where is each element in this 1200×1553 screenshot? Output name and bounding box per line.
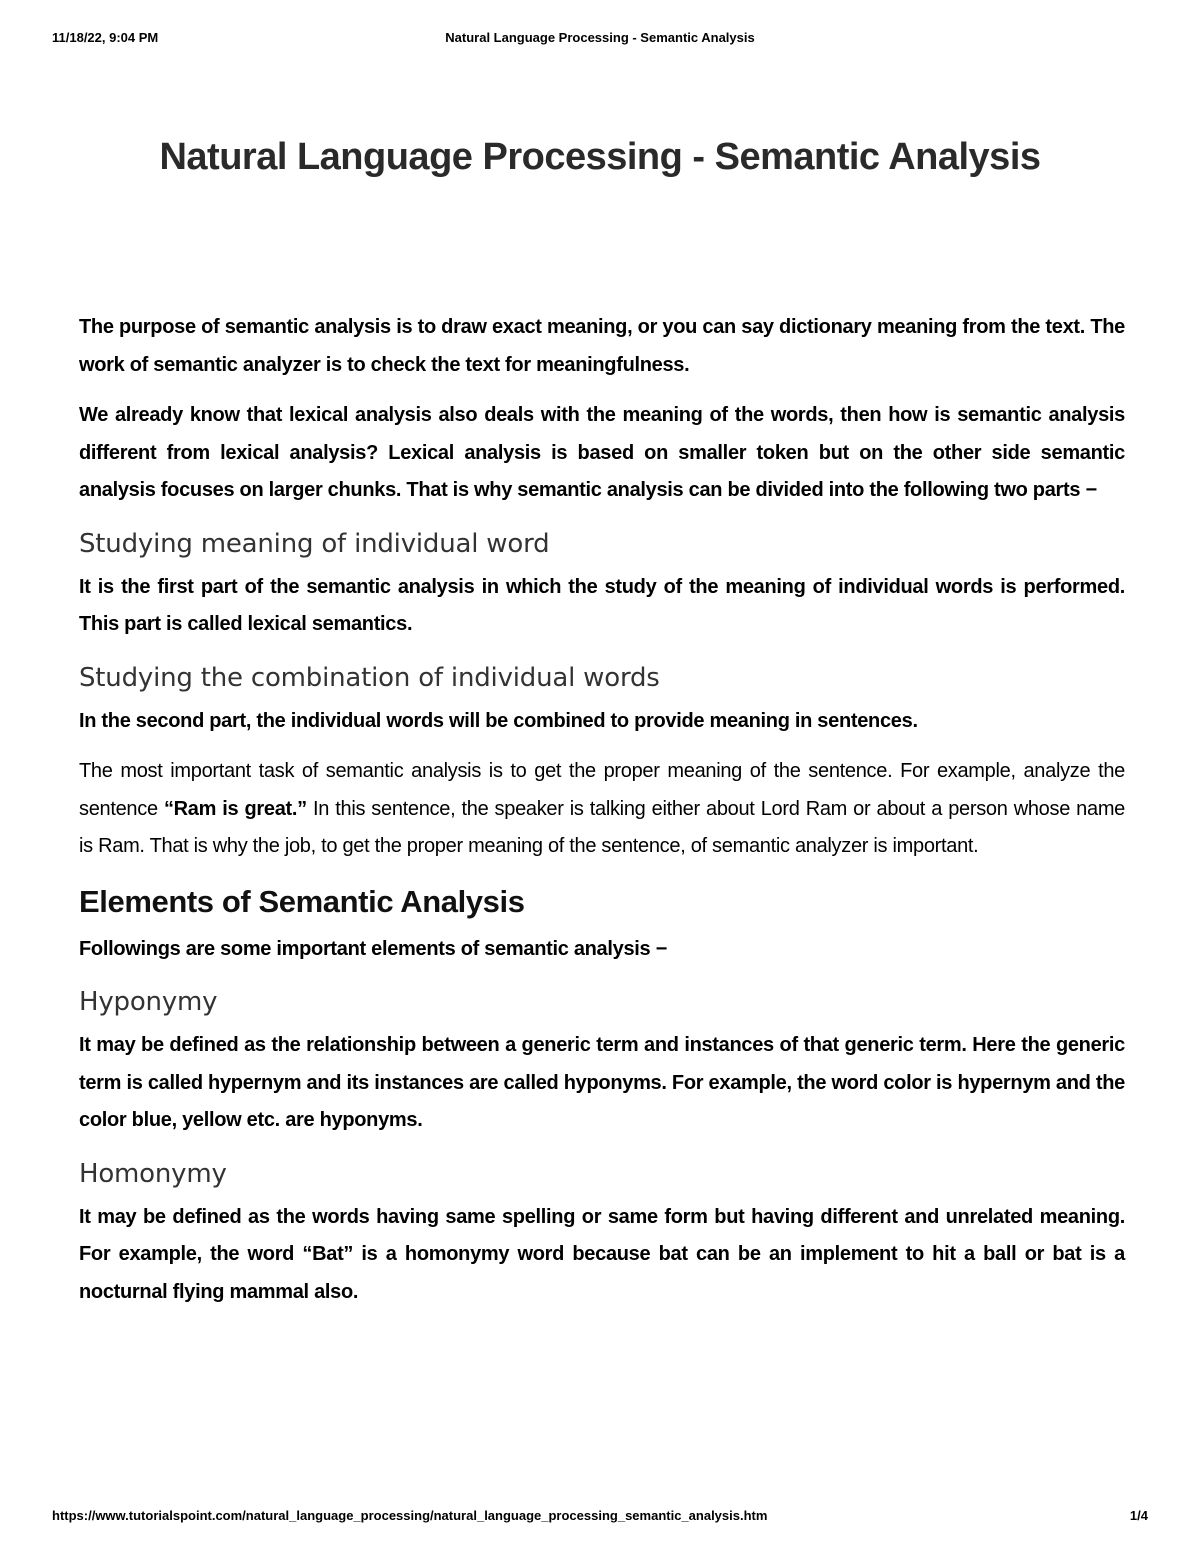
homonymy-paragraph: It may be defined as the words having same spelling or same form but having different and unrelated meaning. For example, the word “Bat” is a homonymy word because bat can be an implement to hit a ball or bat is a nocturnal flying mammal also. (79, 1205, 1125, 1303)
heading-homonymy: Homonymy (79, 1158, 227, 1189)
print-doc-title: Natural Language Processing - Semantic Analysis (445, 30, 755, 45)
example-paragraph (79, 753, 1125, 866)
hyponymy-paragraph: It may be defined as the relationship between a generic term and instances of that generic term. Here the generic term is called hypernym and its instances are called hyponyms. For example, the word color is hypernym and the color blue, yellow etc. are hyponyms. (79, 1034, 1125, 1131)
combination-paragraph: In the second part, the individual words will be combined to provide meaning in sentences. (79, 709, 918, 732)
heading-elements: Elements of Semantic Analysis (79, 883, 525, 919)
example-quote: “Ram is great.” (163, 797, 307, 820)
intro-paragraph-1: The purpose of semantic analysis is to draw exact meaning, or you can say dictionary meaning from the text. The work of semantic analyzer is to check the text for meaningfulness. (79, 316, 1125, 376)
article-content (79, 309, 1125, 1324)
heading-hyponymy: Hyponymy (79, 987, 218, 1017)
intro-paragraph-2: We already know that lexical analysis also deals with the meaning of the words, then how is semantic analysis different from lexical analysis? Lexical analysis is based on smaller token but on the other side semantic analysis focuses on larger chunks. That is why semantic analysis can be divided into the following two parts − (79, 404, 1125, 501)
page-number: 1/4 (1129, 1508, 1148, 1523)
print-datetime: 11/18/22, 9:04 PM (52, 30, 159, 45)
print-url: https://www.tutorialspoint.com/natural_language_processing/natural_language_processing_semantic_analysis.htm (52, 1508, 768, 1523)
example-text-after: In this sentence, the speaker is talking either about Lord Ram or about a person whose name is Ram. That is why the job, to get the proper meaning of the sentence, of semantic analyzer is important. (79, 797, 1126, 857)
elements-intro: Followings are some important elements of semantic analysis − (79, 937, 667, 960)
print-header (52, 30, 1148, 50)
example-text-before: The most important task of semantic analysis is to get the proper meaning of the sentence. For example, analyze the sentence (79, 760, 1125, 820)
print-footer (52, 1508, 1148, 1528)
heading-individual-word: Studying meaning of individual word (79, 528, 550, 559)
page-title: Natural Language Processing - Semantic Analysis (159, 136, 1041, 178)
individual-word-paragraph: It is the first part of the semantic analysis in which the study of the meaning of individual words is performed. This part is called lexical semantics. (79, 575, 1125, 635)
heading-combination-words: Studying the combination of individual words (79, 662, 660, 693)
